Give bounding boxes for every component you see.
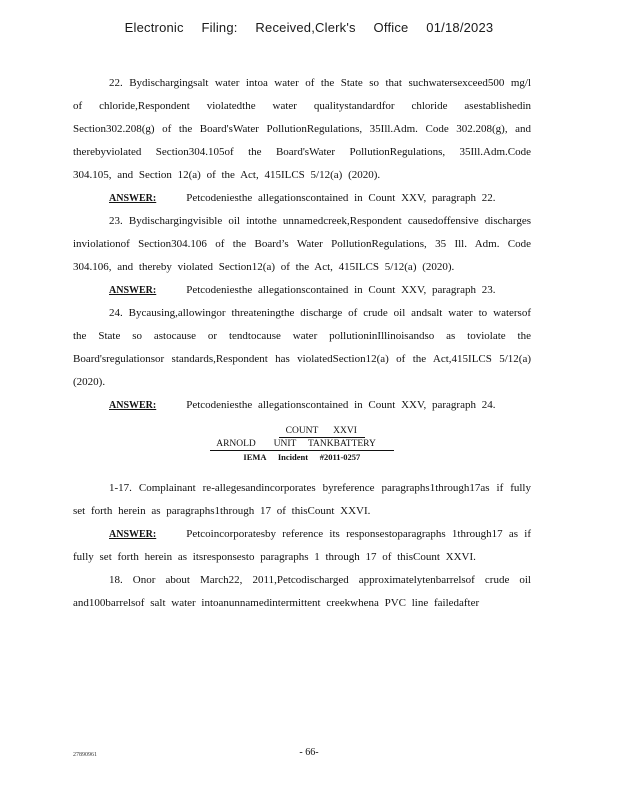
paragraph-23: 23. Bydischargingvisible oil intothe unnamedcreek,Respondent causedoffensive discharges inviolationof Section304.106 of the Board’s Water PollutionRegulations, 35 Ill. Adm. Code 304.106, and thereby violated Section12(a) of the Act, 415ILCS 5/12(a) (2020).	[73, 215, 531, 273]
answer-22	[73, 187, 531, 210]
count-title-row	[222, 425, 422, 438]
answer-label: ANSWER:	[109, 529, 157, 540]
incident-number: #2011-0257	[319, 452, 361, 462]
count-incident-row	[182, 451, 422, 463]
document-body	[73, 72, 531, 615]
answer-text: Petcodeniesthe allegationscontained in Count XXV, paragraph 23.	[186, 284, 496, 296]
site-name: ARNOLD	[210, 438, 262, 451]
answer-24	[73, 394, 531, 417]
count-number: XXVI	[325, 425, 365, 438]
count-label: COUNT	[279, 425, 325, 438]
count-site-row	[182, 438, 422, 451]
filing-header: Electronic Filing: Received,Clerk's Office 01/18/2023	[124, 20, 494, 35]
page-number: - 66-	[299, 747, 319, 758]
answer-text: Petcodeniesthe allegationscontained in Count XXV, paragraph 24.	[186, 399, 496, 411]
paragraph-22: 22. Bydischargingsalt water intoa water of the State so that suchwatersexceed500 mg/l of chloride,Respondent violatedthe water qualitystandardfor chloride asestablishedin Section302.208(g) of the Board'sWater PollutionRegulations, 35Ill.Adm. Code 302.208(g), and therebyviolated Section304.105of the Board'sWater PollutionRegulations, 35Ill.Adm.Code 304.105, and Section 12(a) of the Act, 415ILCS 5/12(a) (2020).	[73, 77, 531, 181]
paragraph-18: 18. Onor about March22, 2011,Petcodischarged approximatelytenbarrelsof crude oil and100barrelsof salt water intoanunnamedintermittent creekwhena PVC line failedafter	[73, 574, 531, 609]
paragraph-24: 24. Bycausing,allowingor threateningthe discharge of crude oil andsalt water to watersof the State so astocause or tendtocause water pollutioninIllinoisandso as toviolate the Board'sregulationsor standards,Respondent has violatedSection12(a) of the Act,415ILCS 5/12(a) (2020).	[73, 307, 531, 388]
incident-agency: IEMA	[243, 452, 267, 462]
answer-label: ANSWER:	[109, 400, 157, 411]
answer-text: Petcodeniesthe allegationscontained in Count XXV, paragraph 22.	[186, 192, 496, 204]
answer-text: Petcoincorporatesby reference its responsestoparagraphs 1through17 as if fully set forth herein as itsresponsesto paragraphs 1 through 17 of thisCount XXVI.	[73, 528, 531, 563]
site-battery: TANKBATTERY	[308, 438, 394, 451]
answer-23	[73, 279, 531, 302]
incident-label: Incident	[277, 452, 309, 462]
paragraph-1-17: 1-17. Complainant re-allegesandincorporates byreference paragraphs1through17as if fully set forth herein as paragraphs1through 17 of thisCount XXVI.	[73, 482, 531, 517]
count-heading	[182, 425, 422, 463]
answer-1-17	[73, 523, 531, 569]
document-id: 27890961	[73, 752, 97, 758]
answer-label: ANSWER:	[109, 285, 157, 296]
site-unit: UNIT	[262, 438, 308, 451]
answer-label: ANSWER:	[109, 193, 157, 204]
